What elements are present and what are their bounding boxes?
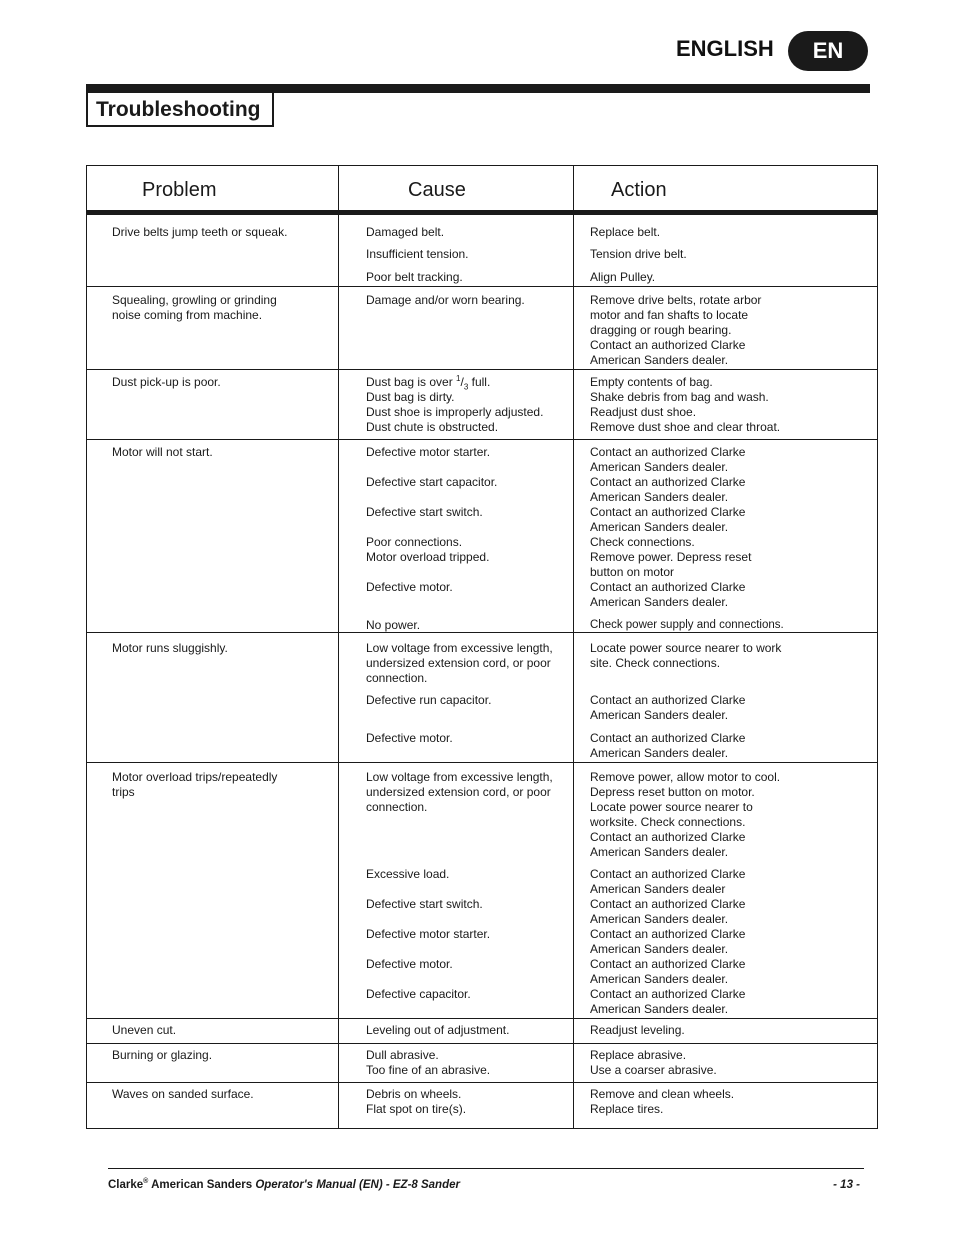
- action-cell: [590, 1044, 860, 1082]
- action-cell: [590, 1019, 860, 1043]
- table-row: [87, 1044, 877, 1083]
- footer-brand: Clarke®: [108, 1178, 149, 1191]
- cause-cell: [366, 287, 576, 369]
- action-text: Replace belt.: [590, 225, 661, 239]
- footer-rule: [108, 1168, 864, 1169]
- cause-text: Defective motor.: [366, 580, 453, 594]
- column-divider: [338, 1019, 339, 1043]
- action-cell: [590, 440, 860, 632]
- action-text: Contact an authorized Clarke American Sanders dealer.: [590, 731, 746, 760]
- problem-cell: Motor overload trips/repeatedly trips: [112, 770, 278, 799]
- action-text: Remove drive belts, rotate arbor motor and fan shafts to locate dragging or rough bearing. Contact an authorized Clarke American Sanders dealer.: [590, 293, 762, 367]
- header-problem: Problem: [142, 179, 217, 201]
- column-divider: [338, 633, 339, 762]
- problem-cell: Squealing, growling or grinding noise coming from machine.: [112, 293, 277, 322]
- cause-text: Defective motor.: [366, 731, 453, 745]
- action-cell: [590, 763, 860, 1018]
- footer-company: American Sanders: [148, 1179, 256, 1191]
- header-cause: Cause: [408, 179, 466, 201]
- action-text: Remove and clean wheels. Replace tires.: [590, 1087, 735, 1116]
- cause-text: Dust bag is dirty. Dust shoe is improperly adjusted. Dust chute is obstructed.: [366, 390, 544, 434]
- problem-cell: Drive belts jump teeth or squeak.: [112, 225, 288, 239]
- column-divider: [338, 370, 339, 439]
- cause-text: Defective start capacitor.: [366, 475, 498, 489]
- action-text: Replace abrasive. Use a coarser abrasive.: [590, 1048, 717, 1077]
- table-header: [87, 166, 877, 215]
- cause-cell: [366, 763, 576, 1018]
- table-row: [87, 1019, 877, 1044]
- cause-text: Defective capacitor.: [366, 987, 471, 1001]
- column-divider: [338, 287, 339, 369]
- problem-cell: Waves on sanded surface.: [112, 1087, 254, 1101]
- table-row: [87, 215, 877, 287]
- cause-text: Defective motor starter.: [366, 445, 491, 459]
- column-divider: [338, 215, 339, 286]
- action-text: Contact an authorized Clarke American Sanders dealer Contact an authorized Clarke American Sanders dealer. Contact an authorized Clarke American Sanders dealer. Contact an authorized Clarke American Sanders dealer. Contact an authorized Clarke American Sanders dealer.: [590, 867, 746, 1016]
- cause-cell: [366, 370, 576, 439]
- action-text: Empty contents of bag. Shake debris from bag and wash. Readjust dust shoe. Remove dust shoe and clear throat.: [590, 375, 781, 434]
- action-cell: [590, 215, 860, 286]
- table-row: [87, 633, 877, 763]
- cause-cell: [366, 215, 576, 286]
- cause-cell: [366, 1083, 576, 1128]
- cause-text: Insufficient tension.: [366, 247, 469, 261]
- table-row: [87, 287, 877, 370]
- problem-cell: Burning or glazing.: [112, 1048, 213, 1062]
- cause-text: No power.: [366, 618, 421, 632]
- cause-text: Defective motor starter.: [366, 927, 491, 941]
- cause-cell: [366, 633, 576, 762]
- language-badge: EN: [788, 31, 868, 71]
- action-text: Remove power, allow motor to cool. Depress reset button on motor. Locate power source nearer to worksite. Check connections. Contact an authorized Clarke American Sanders dealer.: [590, 770, 781, 859]
- cause-text: Low voltage from excessive length, undersized extension cord, or poor connection.: [366, 770, 553, 814]
- action-cell: [590, 1083, 860, 1128]
- table-row: [87, 370, 877, 440]
- column-divider: [338, 1083, 339, 1128]
- table-body: [87, 215, 877, 1128]
- column-divider: [338, 1044, 339, 1082]
- cause-text: Leveling out of adjustment.: [366, 1023, 510, 1037]
- cause-text: Low voltage from excessive length, undersized extension cord, or poor connection.: [366, 641, 553, 685]
- column-divider: [338, 166, 339, 210]
- column-divider: [573, 166, 574, 210]
- action-text: Contact an authorized Clarke American Sanders dealer.: [590, 693, 746, 722]
- table-row: [87, 1083, 877, 1128]
- header-rule: [86, 84, 870, 93]
- language-label: ENGLISH: [676, 36, 774, 61]
- section-title: Troubleshooting: [86, 93, 274, 127]
- action-cell: [590, 370, 860, 439]
- cause-text: Defective motor.: [366, 957, 453, 971]
- action-text: Locate power source nearer to work site. Check connections.: [590, 641, 782, 670]
- cause-text: Dull abrasive. Too fine of an abrasive.: [366, 1048, 491, 1077]
- cause-text: Poor belt tracking.: [366, 270, 463, 284]
- column-divider: [338, 440, 339, 632]
- cause-text: Excessive load.: [366, 867, 450, 881]
- action-text: Readjust leveling.: [590, 1023, 685, 1037]
- problem-cell: Dust pick-up is poor.: [112, 375, 221, 389]
- table-row: [87, 440, 877, 633]
- column-divider: [338, 763, 339, 1018]
- action-cell: [590, 287, 860, 369]
- cause-text: Debris on wheels. Flat spot on tire(s).: [366, 1087, 467, 1116]
- header-action: Action: [611, 179, 667, 201]
- cause-text: Damage and/or worn bearing.: [366, 293, 525, 307]
- footer: [108, 1179, 860, 1191]
- cause-text: Defective start switch.: [366, 897, 483, 911]
- troubleshooting-table: [86, 165, 878, 1129]
- table-row: [87, 763, 877, 1019]
- action-cell: [590, 633, 860, 762]
- page-number: - 13 -: [833, 1179, 860, 1191]
- cause-cell: [366, 440, 576, 632]
- problem-cell: Motor runs sluggishly.: [112, 641, 228, 655]
- cause-text: Damaged belt.: [366, 225, 445, 239]
- cause-cell: [366, 1044, 576, 1082]
- action-text: Tension drive belt.: [590, 247, 687, 261]
- cause-text: Poor connections. Motor overload tripped.: [366, 535, 490, 564]
- problem-cell: Motor will not start.: [112, 445, 213, 459]
- cause-text: Defective run capacitor.: [366, 693, 492, 707]
- action-text: Contact an authorized Clarke American Sanders dealer. Contact an authorized Clarke American Sanders dealer. Contact an authorized Clarke American Sanders dealer. Check connections. Remove power. Depress reset button on motor Contact an authorized Clarke American Sanders dealer.: [590, 445, 752, 609]
- footer-manual-title: Operator's Manual (EN) - EZ-8 Sander: [255, 1179, 460, 1191]
- action-text: Align Pulley.: [590, 270, 656, 284]
- cause-text: Defective start switch.: [366, 505, 483, 519]
- problem-cell: Uneven cut.: [112, 1023, 177, 1037]
- cause-text: Dust bag is over $^1/_3$ full.: [366, 374, 491, 392]
- action-text: Check power supply and connections.: [590, 619, 784, 631]
- cause-cell: [366, 1019, 576, 1043]
